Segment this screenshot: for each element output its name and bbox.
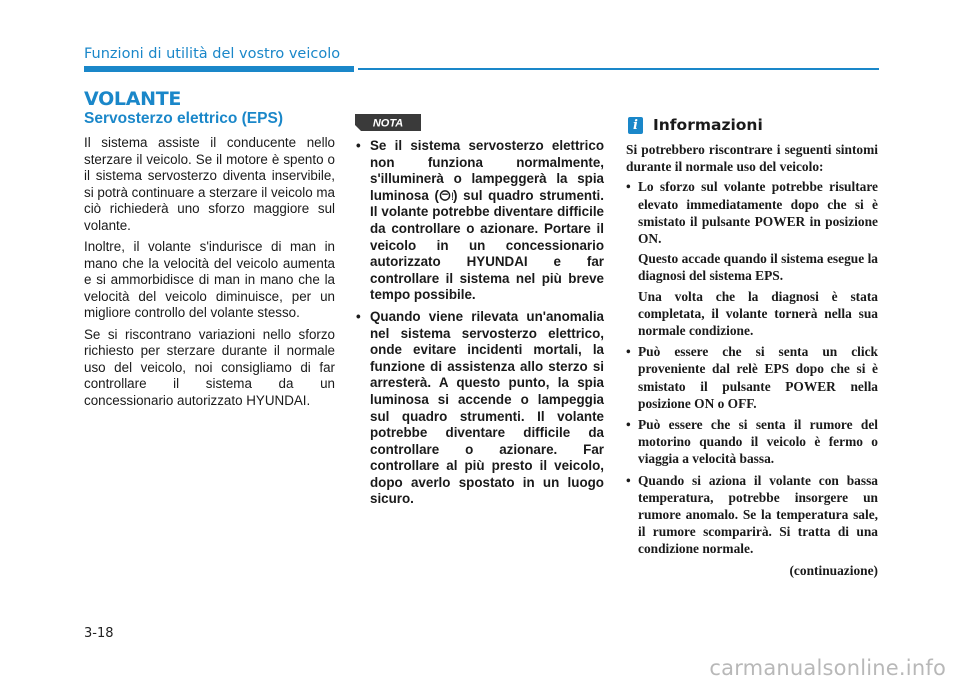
page-title: VOLANTE bbox=[84, 88, 182, 110]
info-title: Informazioni bbox=[653, 116, 763, 134]
continuation-note: (continuazione) bbox=[789, 562, 878, 578]
subheading: Servosterzo elettrico (EPS) bbox=[84, 110, 283, 127]
list-item: • Quando viene rilevata un'anomalia nel sistema servosterzo elettrico, onde evitare incidenti mortali, la funzione di assistenza allo sterzo si arresterà. A questo punto, la spia luminosa si accende o lampeggia sul quadro strumenti. Il volante potrebbe diventare difficile da controllare o azionare. Far controllare al più presto il veicolo, dopo averlo spostato in un luogo sicuro. bbox=[355, 309, 604, 508]
list-item: • Può essere che si senta un click proveniente dal relè EPS dopo che si è smistato il pulsante POWER nella posizione ON o OFF. bbox=[626, 343, 878, 412]
info-item-1-detail: Una volta che la diagnosi è stata completata, il volante tornerà nella sua normale condizione. bbox=[638, 288, 878, 339]
watermark: carmanualsonline.info bbox=[709, 656, 946, 680]
list-item: • Quando si aziona il volante con bassa temperatura, potrebbe insorgere un rumore anomalo. Se la temperatura sale, il rumore scomparirà. Si tratta di una condizione normale. bbox=[626, 472, 878, 558]
info-item-1-detail: Questo accade quando il sistema esegue la diagnosi del sistema EPS. bbox=[638, 251, 878, 284]
body-column-1 bbox=[84, 135, 335, 414]
info-intro: Si potrebbero riscontrare i seguenti sintomi durante il normale uso del veicolo: bbox=[626, 142, 878, 175]
body-column-3 bbox=[626, 141, 878, 582]
nota-item-1-text: Se il sistema servosterzo elettrico non funziona normalmente, s'illuminerà o lampeggerà la spia luminosa ( bbox=[370, 138, 604, 203]
nota-label: NOTA bbox=[372, 117, 404, 130]
paragraph: Inoltre, il volante s'indurisce di man in mano che la velocità del veicolo aumenta e si ammorbidisce di man in mano che la velocità del veicolo diminuisce, per un migliore controllo del volante stesso. bbox=[84, 239, 335, 320]
header-section-title: Funzioni di utilità del vostro veicolo bbox=[84, 46, 341, 62]
body-column-2 bbox=[355, 138, 604, 513]
nota-badge bbox=[355, 114, 421, 131]
info-item-1: • Lo sforzo sul volante potrebbe risultare elevato immediatamente dopo che si è smistato il pulsante POWER in posizione ON. bbox=[638, 179, 878, 247]
page-number: 3-18 bbox=[84, 626, 114, 641]
paragraph: Se si riscontrano variazioni nello sforzo richiesto per sterzare durante il normale uso del veicolo, noi consigliamo di far controllare il sistema da un concessionario autorizzato HYUNDAI. bbox=[84, 326, 335, 408]
paragraph: Il sistema assiste il conducente nello sterzare il veicolo. Se il motore è spento o il sistema servosterzo diventa inservibile, si potrà continuare a sterzare il veicolo ma ciò richiederà uno sforzo maggiore sul volante. bbox=[84, 135, 335, 233]
list-item: • Può essere che si senta il rumore del motorino quando il veicolo è fermo o viaggia a velocità bassa. bbox=[626, 416, 878, 468]
eps-warning-lamp-icon bbox=[439, 188, 453, 202]
info-icon: i bbox=[628, 117, 643, 134]
header-rule bbox=[358, 68, 879, 70]
list-item bbox=[355, 138, 604, 304]
list-item bbox=[626, 178, 878, 339]
header-accent-bar bbox=[84, 66, 354, 72]
nota-item-1-text-cont: ) sul quadro strumenti. Il volante potrebbe diventare difficile da controllare o azionare. Portare il veicolo in un concessionario autorizzato HYUNDAI e far controllare il sistema nel più breve tempo possibile. bbox=[370, 187, 604, 303]
